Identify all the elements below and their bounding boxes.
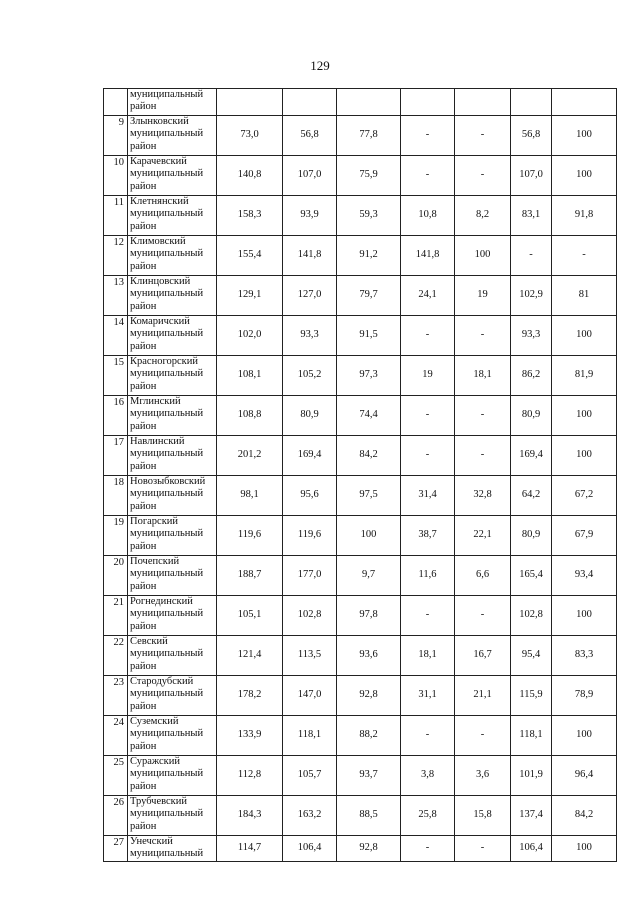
table-row — [104, 236, 617, 276]
value-cell: 80,9 — [511, 396, 552, 436]
district-name-line: район — [130, 700, 157, 712]
row-number-cell: 21 — [104, 596, 128, 636]
value-cell: 100 — [552, 396, 617, 436]
district-name-line: Стародубский — [130, 676, 194, 687]
value-cell: 56,8 — [511, 116, 552, 156]
value-cell: 67,2 — [552, 476, 617, 516]
district-name-line: район — [130, 780, 157, 792]
district-name-line: Мглинский — [130, 396, 181, 407]
value-cell: 74,4 — [337, 396, 401, 436]
value-cell: 108,1 — [217, 356, 283, 396]
district-name-line: Карачевский — [130, 156, 187, 167]
district-name-line: Унечский — [130, 836, 173, 847]
row-number-cell: 27 — [104, 836, 128, 862]
table-row — [104, 476, 617, 516]
value-cell: 158,3 — [217, 196, 283, 236]
value-cell: 106,4 — [283, 836, 337, 862]
value-cell: 24,1 — [401, 276, 455, 316]
district-name-line: муниципальный — [130, 528, 204, 540]
value-cell: 177,0 — [283, 556, 337, 596]
district-name-line: муниципальный — [130, 608, 204, 620]
district-name-line: район — [130, 660, 157, 672]
district-name-line: Клинцовский — [130, 276, 191, 287]
district-name-line: муниципальный — [130, 448, 204, 460]
district-name-cell — [128, 836, 217, 862]
district-name-line: Новозыбковский — [130, 476, 206, 487]
value-cell — [455, 89, 511, 116]
value-cell: 105,7 — [283, 756, 337, 796]
value-cell: 95,6 — [283, 476, 337, 516]
district-name-line: район — [130, 101, 157, 113]
district-name-line: район — [130, 820, 157, 832]
district-name-cell — [128, 276, 217, 316]
value-cell: - — [401, 116, 455, 156]
value-cell: - — [511, 236, 552, 276]
value-cell: 73,0 — [217, 116, 283, 156]
value-cell: 93,9 — [283, 196, 337, 236]
value-cell: 107,0 — [511, 156, 552, 196]
table-body — [104, 89, 617, 862]
value-cell: 98,1 — [217, 476, 283, 516]
value-cell: 83,3 — [552, 636, 617, 676]
district-name-line: район — [130, 500, 157, 512]
value-cell: 147,0 — [283, 676, 337, 716]
table-row — [104, 276, 617, 316]
value-cell: - — [455, 396, 511, 436]
value-cell: 19 — [455, 276, 511, 316]
table-row — [104, 556, 617, 596]
row-number-cell: 16 — [104, 396, 128, 436]
district-name-line: Почепский — [130, 556, 180, 567]
value-cell: 115,9 — [511, 676, 552, 716]
table-row — [104, 596, 617, 636]
value-cell: 97,5 — [337, 476, 401, 516]
table-row — [104, 116, 617, 156]
table-row — [104, 516, 617, 556]
table-row — [104, 356, 617, 396]
value-cell: - — [455, 436, 511, 476]
district-name-cell — [128, 316, 217, 356]
district-name-line: Навлинский — [130, 436, 185, 447]
district-name-cell — [128, 156, 217, 196]
district-name-line: муниципальный — [130, 208, 204, 220]
district-name-line: район — [130, 300, 157, 312]
district-name-line: район — [130, 620, 157, 632]
value-cell: 119,6 — [283, 516, 337, 556]
table-row — [104, 796, 617, 836]
value-cell: 113,5 — [283, 636, 337, 676]
row-number-cell: 26 — [104, 796, 128, 836]
value-cell: 18,1 — [401, 636, 455, 676]
value-cell: - — [455, 716, 511, 756]
district-name-line: район — [130, 220, 157, 232]
value-cell: 86,2 — [511, 356, 552, 396]
district-name-line: муниципальный — [130, 328, 204, 340]
value-cell: 81 — [552, 276, 617, 316]
value-cell: 80,9 — [283, 396, 337, 436]
value-cell: 101,9 — [511, 756, 552, 796]
row-number-cell: 10 — [104, 156, 128, 196]
district-name-line: Красногорский — [130, 356, 198, 367]
district-name-cell — [128, 396, 217, 436]
table-row — [104, 436, 617, 476]
value-cell: 108,8 — [217, 396, 283, 436]
table-row — [104, 836, 617, 862]
row-number-cell: 9 — [104, 116, 128, 156]
value-cell: 102,8 — [283, 596, 337, 636]
district-name-line: Комаричский — [130, 316, 190, 327]
value-cell: 79,7 — [337, 276, 401, 316]
value-cell: 178,2 — [217, 676, 283, 716]
district-name-cell — [128, 89, 217, 116]
value-cell: 96,4 — [552, 756, 617, 796]
value-cell: 119,6 — [217, 516, 283, 556]
table-row — [104, 156, 617, 196]
value-cell: 100 — [337, 516, 401, 556]
row-number-cell: 14 — [104, 316, 128, 356]
value-cell: - — [455, 596, 511, 636]
district-name-line: район — [130, 260, 157, 272]
table-row — [104, 676, 617, 716]
value-cell: 8,2 — [455, 196, 511, 236]
value-cell: 59,3 — [337, 196, 401, 236]
value-cell: 100 — [552, 716, 617, 756]
district-name-line: муниципальный — [130, 288, 204, 300]
row-number-cell — [104, 89, 128, 116]
value-cell: 92,8 — [337, 676, 401, 716]
value-cell: 9,7 — [337, 556, 401, 596]
value-cell: 106,4 — [511, 836, 552, 862]
value-cell: - — [401, 596, 455, 636]
value-cell: 100 — [552, 436, 617, 476]
district-name-line: Севский — [130, 636, 168, 647]
district-name-cell — [128, 756, 217, 796]
row-number-cell: 19 — [104, 516, 128, 556]
value-cell: 102,9 — [511, 276, 552, 316]
district-name-line: Клетнянский — [130, 196, 189, 207]
value-cell: 107,0 — [283, 156, 337, 196]
value-cell: 100 — [455, 236, 511, 276]
value-cell: 92,8 — [337, 836, 401, 862]
district-name-line: муниципальный — [130, 128, 204, 140]
value-cell: 118,1 — [511, 716, 552, 756]
value-cell: 100 — [552, 316, 617, 356]
value-cell: 19 — [401, 356, 455, 396]
value-cell: 11,6 — [401, 556, 455, 596]
value-cell: - — [401, 716, 455, 756]
row-number-cell: 20 — [104, 556, 128, 596]
district-name-line: Суражский — [130, 756, 180, 767]
value-cell: 93,3 — [511, 316, 552, 356]
value-cell: 133,9 — [217, 716, 283, 756]
district-name-cell — [128, 676, 217, 716]
district-name-line: район — [130, 420, 157, 432]
value-cell — [283, 89, 337, 116]
value-cell: 32,8 — [455, 476, 511, 516]
value-cell: 15,8 — [455, 796, 511, 836]
value-cell: 21,1 — [455, 676, 511, 716]
page-number: 129 — [310, 58, 330, 73]
district-name-cell — [128, 636, 217, 676]
value-cell: 201,2 — [217, 436, 283, 476]
district-name-cell — [128, 596, 217, 636]
value-cell: 93,6 — [337, 636, 401, 676]
value-cell: 16,7 — [455, 636, 511, 676]
district-name-cell — [128, 516, 217, 556]
value-cell: 184,3 — [217, 796, 283, 836]
value-cell: 137,4 — [511, 796, 552, 836]
value-cell: 169,4 — [511, 436, 552, 476]
district-name-cell — [128, 116, 217, 156]
district-name-line: район — [130, 380, 157, 392]
value-cell: 155,4 — [217, 236, 283, 276]
value-cell: 88,5 — [337, 796, 401, 836]
district-name-line: муниципальный — [130, 648, 204, 660]
district-name-line: муниципальный — [130, 368, 204, 380]
value-cell: 102,8 — [511, 596, 552, 636]
district-name-cell — [128, 556, 217, 596]
value-cell: 6,6 — [455, 556, 511, 596]
value-cell: 93,3 — [283, 316, 337, 356]
value-cell: 129,1 — [217, 276, 283, 316]
value-cell: 100 — [552, 836, 617, 862]
value-cell: 105,1 — [217, 596, 283, 636]
district-name-line: муниципальный — [130, 488, 204, 500]
value-cell: 97,8 — [337, 596, 401, 636]
value-cell — [401, 89, 455, 116]
district-name-line: муниципальный — [130, 728, 204, 740]
value-cell: - — [401, 396, 455, 436]
value-cell: 25,8 — [401, 796, 455, 836]
value-cell: - — [455, 316, 511, 356]
value-cell — [511, 89, 552, 116]
value-cell: 18,1 — [455, 356, 511, 396]
data-table-container — [103, 88, 617, 862]
value-cell: 105,2 — [283, 356, 337, 396]
district-name-cell — [128, 476, 217, 516]
value-cell: 80,9 — [511, 516, 552, 556]
value-cell: 165,4 — [511, 556, 552, 596]
district-name-cell — [128, 436, 217, 476]
row-number-cell: 22 — [104, 636, 128, 676]
value-cell: 84,2 — [337, 436, 401, 476]
value-cell: 118,1 — [283, 716, 337, 756]
value-cell — [217, 89, 283, 116]
value-cell: 93,4 — [552, 556, 617, 596]
table-row-continued — [104, 89, 617, 116]
value-cell: 91,5 — [337, 316, 401, 356]
value-cell: 100 — [552, 156, 617, 196]
district-name-line: Трубчевский — [130, 796, 188, 807]
value-cell: 10,8 — [401, 196, 455, 236]
value-cell: 38,7 — [401, 516, 455, 556]
row-number-cell: 15 — [104, 356, 128, 396]
value-cell: 163,2 — [283, 796, 337, 836]
district-name-line: муниципальный — [130, 89, 204, 100]
value-cell: 64,2 — [511, 476, 552, 516]
district-name-line: муниципальный — [130, 768, 204, 780]
table-row — [104, 716, 617, 756]
value-cell: - — [401, 436, 455, 476]
value-cell: 56,8 — [283, 116, 337, 156]
value-cell: 95,4 — [511, 636, 552, 676]
value-cell: 75,9 — [337, 156, 401, 196]
table-row — [104, 196, 617, 236]
district-name-line: Рогнединский — [130, 596, 193, 607]
table-row — [104, 636, 617, 676]
district-name-line: район — [130, 540, 157, 552]
value-cell: 100 — [552, 596, 617, 636]
value-cell: - — [401, 156, 455, 196]
district-name-line: муниципальный — [130, 808, 204, 820]
value-cell: 3,8 — [401, 756, 455, 796]
value-cell: 121,4 — [217, 636, 283, 676]
row-number-cell: 13 — [104, 276, 128, 316]
value-cell: - — [455, 116, 511, 156]
district-name-line: муниципальный — [130, 848, 204, 860]
value-cell: 3,6 — [455, 756, 511, 796]
value-cell: 31,4 — [401, 476, 455, 516]
value-cell: 102,0 — [217, 316, 283, 356]
value-cell: 140,8 — [217, 156, 283, 196]
row-number-cell: 12 — [104, 236, 128, 276]
district-name-line: муниципальный — [130, 248, 204, 260]
district-name-line: муниципальный — [130, 168, 204, 180]
value-cell: 22,1 — [455, 516, 511, 556]
value-cell: 100 — [552, 116, 617, 156]
row-number-cell: 23 — [104, 676, 128, 716]
value-cell: 83,1 — [511, 196, 552, 236]
district-name-line: район — [130, 580, 157, 592]
district-name-line: район — [130, 180, 157, 192]
value-cell: 84,2 — [552, 796, 617, 836]
district-name-cell — [128, 716, 217, 756]
row-number-cell: 17 — [104, 436, 128, 476]
district-name-line: муниципальный — [130, 688, 204, 700]
district-name-line: район — [130, 740, 157, 752]
data-table — [103, 88, 617, 862]
row-number-cell: 18 — [104, 476, 128, 516]
value-cell: - — [552, 236, 617, 276]
value-cell: - — [401, 316, 455, 356]
district-name-cell — [128, 796, 217, 836]
table-row — [104, 756, 617, 796]
value-cell: 78,9 — [552, 676, 617, 716]
value-cell: 114,7 — [217, 836, 283, 862]
district-name-line: район — [130, 140, 157, 152]
district-name-line: Климовский — [130, 236, 186, 247]
value-cell: 67,9 — [552, 516, 617, 556]
value-cell: 91,2 — [337, 236, 401, 276]
value-cell: 81,9 — [552, 356, 617, 396]
district-name-cell — [128, 356, 217, 396]
district-name-line: муниципальный — [130, 568, 204, 580]
district-name-cell — [128, 236, 217, 276]
value-cell: 88,2 — [337, 716, 401, 756]
value-cell — [552, 89, 617, 116]
value-cell — [337, 89, 401, 116]
value-cell: 93,7 — [337, 756, 401, 796]
value-cell: 169,4 — [283, 436, 337, 476]
value-cell: - — [401, 836, 455, 862]
value-cell: 97,3 — [337, 356, 401, 396]
value-cell: 188,7 — [217, 556, 283, 596]
value-cell: 127,0 — [283, 276, 337, 316]
value-cell: 91,8 — [552, 196, 617, 236]
table-row — [104, 316, 617, 356]
district-name-line: муниципальный — [130, 408, 204, 420]
value-cell: 141,8 — [283, 236, 337, 276]
value-cell: - — [455, 156, 511, 196]
district-name-cell — [128, 196, 217, 236]
row-number-cell: 25 — [104, 756, 128, 796]
district-name-line: Злынковский — [130, 116, 189, 127]
row-number-cell: 24 — [104, 716, 128, 756]
value-cell: 77,8 — [337, 116, 401, 156]
district-name-line: район — [130, 340, 157, 352]
district-name-line: Погарский — [130, 516, 179, 527]
value-cell: 112,8 — [217, 756, 283, 796]
value-cell: 141,8 — [401, 236, 455, 276]
value-cell: 31,1 — [401, 676, 455, 716]
row-number-cell: 11 — [104, 196, 128, 236]
district-name-line: Суземский — [130, 716, 179, 727]
district-name-line: район — [130, 460, 157, 472]
table-row — [104, 396, 617, 436]
value-cell: - — [455, 836, 511, 862]
